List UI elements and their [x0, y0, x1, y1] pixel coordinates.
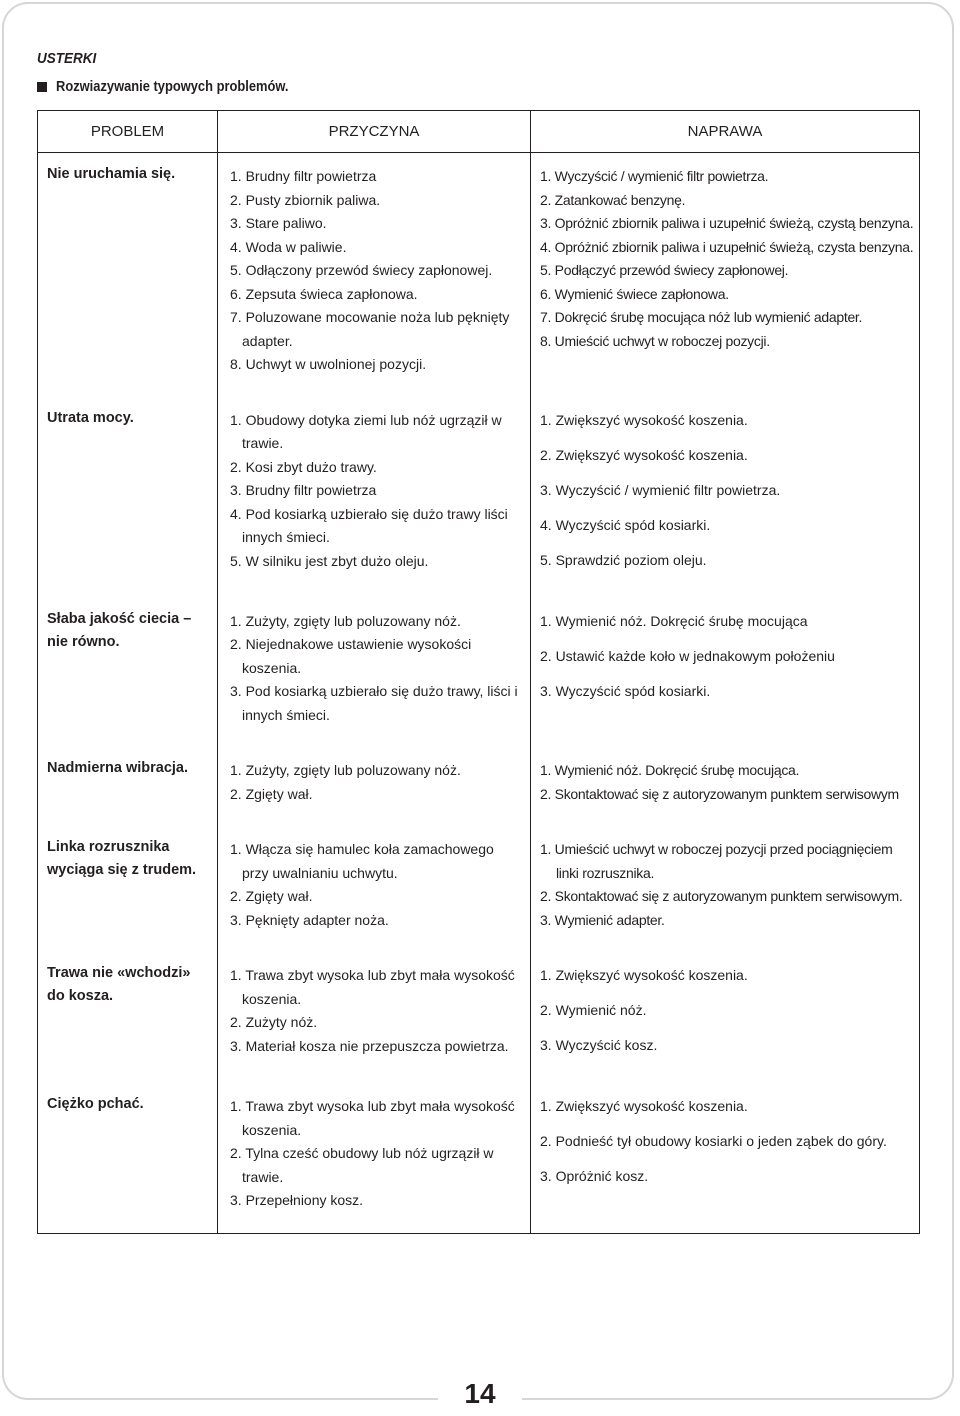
problem-cell: Ciężko pchać.: [47, 1096, 144, 1112]
fix-list: [531, 598, 919, 729]
cause-item: 2. Zużyty nóż.: [230, 1014, 318, 1030]
fix-item: 6. Wymienić świece zapłonowa.: [540, 285, 729, 302]
cause-item: 3. Brudny filtr powietrza: [230, 482, 377, 498]
fix-list: [531, 826, 919, 952]
cause-item: 1. Zużyty, zgięty lub poluzowany nóż.: [230, 762, 461, 778]
header-fix: NAPRAWA: [531, 111, 920, 153]
problem-cell: Utrata mocy.: [47, 409, 134, 426]
cause-list: [218, 1083, 530, 1233]
problem-cell: Linka rozrusznika wyciąga się z trudem.: [47, 839, 197, 878]
cause-list: [218, 747, 530, 826]
fix-list: [531, 153, 919, 373]
fix-item: 3. Wyczyścić / wymienić filtr powietrza.: [540, 481, 781, 498]
fix-list: [531, 952, 919, 1083]
fix-item: 2. Zatankować benzynę.: [540, 191, 686, 208]
cause-list: [218, 598, 530, 748]
fix-item: 4. Opróżnić zbiornik paliwa i uzupełnić świeżą, czysta benzyna.: [540, 238, 914, 255]
fix-item: 1. Zwiększyć wysokość koszenia.: [540, 1098, 748, 1114]
cause-item: 1. Trawa zbyt wysoka lub zbyt mała wysokość koszenia.: [230, 1098, 515, 1138]
cause-item: 3. Stare paliwo.: [230, 215, 327, 231]
cause-list: [218, 826, 530, 952]
header-cause: PRZYCZYNA: [218, 111, 531, 153]
cause-item: 2. Pusty zbiornik paliwa.: [230, 191, 381, 208]
cause-list: [218, 397, 530, 594]
fix-item: 3. Wymienić adapter.: [540, 911, 665, 928]
fix-item: 2. Ustawić każde koło w jednakowym położeniu: [540, 647, 835, 664]
fix-item: 2. Zwiększyć wysokość koszenia.: [540, 446, 748, 463]
cause-item: 3. Pęknięty adapter noża.: [230, 911, 389, 928]
fix-item: 5. Podłączyć przewód świecy zapłonowej.: [540, 262, 789, 278]
section-title: USTERKI: [37, 50, 97, 67]
cause-item: 7. Poluzowane mocowanie noża lub pęknięty adapter.: [230, 309, 510, 349]
cause-item: 1. Zużyty, zgięty lub poluzowany nóż.: [230, 612, 461, 629]
problem-cell: Nie uruchamia się.: [47, 166, 176, 182]
fix-item: 3. Opróżnić kosz.: [540, 1168, 649, 1184]
fix-list: [531, 397, 919, 598]
cause-item: 2. Niejednakowe ustawienie wysokości koszenia.: [230, 636, 472, 676]
table-row: [38, 397, 920, 598]
square-bullet-icon: [37, 82, 47, 92]
cause-item: 3. Pod kosiarką uzbierało się dużo trawy, liści i innych śmieci.: [230, 683, 518, 723]
fix-item: 1. Zwiększyć wysokość koszenia.: [540, 967, 748, 983]
fix-item: 3. Opróżnić zbiornik paliwa i uzupełnić świeżą, czystą benzyna.: [540, 215, 914, 231]
cause-item: 5. Odłączony przewód świecy zapłonowej.: [230, 262, 493, 278]
table-row: [38, 153, 920, 397]
troubleshooting-table: [37, 110, 920, 1234]
cause-item: 8. Uchwyt w uwolnionej pozycji.: [230, 356, 427, 372]
cause-item: 6. Zepsuta świeca zapłonowa.: [230, 285, 418, 302]
cause-item: 4. Pod kosiarką uzbierało się dużo trawy liści innych śmieci.: [230, 505, 508, 545]
cause-item: 1. Obudowy dotyka ziemi lub nóż ugrząził w trawie.: [230, 411, 502, 451]
cause-item: 2. Zgięty wał.: [230, 888, 313, 904]
cause-item: 2. Zgięty wał.: [230, 785, 313, 802]
cause-item: 5. W silniku jest zbyt dużo oleju.: [230, 552, 429, 569]
fix-item: 3. Wyczyścić spód kosiarki.: [540, 682, 711, 699]
table-row: [38, 952, 920, 1083]
fix-item: 7. Dokręcić śrubę mocująca nóż lub wymienić adapter.: [540, 309, 863, 325]
fix-item: 2. Skontaktować się z autoryzowanym punktem serwisowym.: [540, 888, 903, 904]
subtitle-text: Rozwiazywanie typowych problemów.: [56, 78, 289, 95]
subtitle: [37, 78, 326, 95]
cause-item: 4. Woda w paliwie.: [230, 238, 347, 255]
fix-item: 3. Wyczyścić kosz.: [540, 1037, 658, 1053]
fix-item: 2. Skontaktować się z autoryzowanym punktem serwisowym: [540, 785, 899, 802]
cause-list: [218, 952, 530, 1078]
fix-item: 1. Zwiększyć wysokość koszenia.: [540, 411, 748, 428]
cause-item: 1. Brudny filtr powietrza: [230, 168, 377, 184]
table-row: [38, 1083, 920, 1233]
page-number: 14: [438, 1378, 522, 1416]
cause-item: 2. Tylna cześć obudowy lub nóż ugrząził w trawie.: [230, 1145, 494, 1185]
fix-item: 5. Sprawdzić poziom oleju.: [540, 551, 707, 568]
problem-cell: Trawa nie «wchodzi» do kosza.: [47, 965, 191, 1004]
fix-item: 1. Wyczyścić / wymienić filtr powietrza.: [540, 168, 769, 184]
table-row: [38, 747, 920, 826]
fix-item: 2. Podnieść tył obudowy kosiarki o jeden ząbek do góry.: [540, 1133, 887, 1149]
fix-item: 1. Wymienić nóż. Dokręcić śrubę mocująca: [540, 612, 808, 629]
cause-item: 3. Materiał kosza nie przepuszcza powietrza.: [230, 1037, 509, 1054]
fix-list: [531, 1083, 919, 1214]
cause-item: 2. Kosi zbyt dużo trawy.: [230, 458, 377, 475]
fix-list: [531, 747, 919, 826]
header-problem: PROBLEM: [38, 111, 218, 153]
problem-cell: Nadmierna wibracja.: [47, 760, 189, 776]
fix-item: 1. Wymienić nóż. Dokręcić śrubę mocująca.: [540, 762, 800, 778]
problem-cell: Słaba jakość ciecia – nie równo.: [47, 610, 192, 650]
cause-item: 1. Włącza się hamulec koła zamachowego przy uwalnianiu uchwytu.: [230, 841, 494, 881]
fix-item: 4. Wyczyścić spód kosiarki.: [540, 516, 711, 533]
fix-item: 8. Umieścić uchwyt w roboczej pozycji.: [540, 332, 770, 349]
fix-item: 1. Umieścić uchwyt w roboczej pozycji przed pociągnięciem linki rozrusznika.: [540, 841, 893, 881]
cause-item: 1. Trawa zbyt wysoka lub zbyt mała wysokość koszenia.: [230, 967, 515, 1007]
table-row: [38, 826, 920, 952]
table-header-row: [38, 111, 920, 153]
cause-item: 3. Przepełniony kosz.: [230, 1192, 364, 1208]
fix-item: 2. Wymienić nóż.: [540, 1002, 647, 1018]
cause-list: [218, 153, 530, 397]
table-row: [38, 598, 920, 748]
